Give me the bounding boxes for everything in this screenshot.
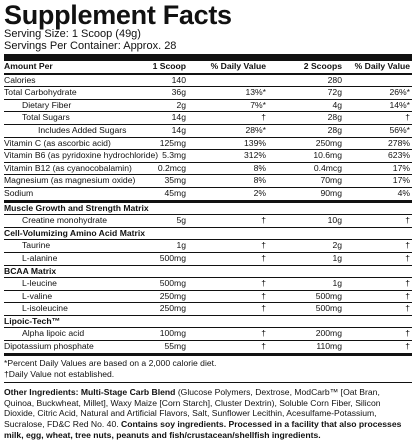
header-2-scoops: 2 Scoops [303, 61, 342, 71]
nutrient-name: Taurine [22, 240, 51, 251]
dv-2-scoops: † [405, 215, 410, 226]
nutrient-name: L-leucine [22, 278, 57, 289]
amount-1-scoop: 125mg [159, 137, 186, 148]
allergen-statement: Contains soy ingredients. Processed in a facility that also processes milk, egg, wheat, tree nuts, peanuts and fish/crustacean/shellfish ingredients. [4, 418, 402, 440]
dv-1-scoop: 28%* [245, 124, 266, 135]
amount-2-scoops: 70mg [320, 175, 342, 186]
amount-1-scoop: 250mg [159, 303, 186, 314]
amount-2-scoops: 2g [332, 240, 342, 251]
nutrient-name: Vitamin B12 (as cyanocobalamin) [4, 162, 132, 173]
ingredient-row [4, 328, 412, 341]
amount-1-scoop: 14g [171, 112, 186, 123]
footnote-dagger: †Daily Value not established. [4, 369, 115, 380]
matrix-sections [4, 203, 412, 342]
header-dv-2: % Daily Value [354, 61, 410, 71]
nutrient-name: L-valine [22, 290, 53, 301]
section-title-text: BCAA Matrix [4, 265, 57, 276]
nutrient-name: L-alanine [22, 252, 58, 263]
section-title-text: Muscle Growth and Strength Matrix [4, 202, 149, 213]
servings-per-container: Servings Per Container: Approx. 28 [4, 40, 177, 52]
amount-1-scoop: 14g [171, 124, 186, 135]
dv-1-scoop: † [261, 341, 266, 352]
amount-2-scoops: 10g [327, 215, 342, 226]
dv-1-scoop: 139% [244, 137, 266, 148]
amount-1-scoop: 0.2mcg [157, 162, 186, 173]
nutrient-row [4, 175, 412, 188]
nutrient-name: Includes Added Sugars [38, 124, 127, 135]
amount-2-scoops: 28g [327, 124, 342, 135]
ingredient-list: (Glucose Polymers, Dextrose, ModCarb™ [Oat Bran, Quinoa, Buckwheat, Millet], Waxy Maize [Corn Starch], Cluster Dextrin), Soluble Corn Fiber, Silicon Dioxide, Citric Acid, Natural and Artificial Flavors, Salt, Sunflower Lecithin, Acesulfame-Potassium, Sucralose, FD&C Red No. 40. [4, 387, 381, 429]
amount-2-scoops: 1g [332, 252, 342, 263]
header-amount-per: Amount Per [4, 61, 53, 71]
dv-1-scoop: † [261, 112, 266, 123]
header-dv-1: % Daily Value [210, 61, 266, 71]
dv-2-scoops: 17% [392, 175, 410, 186]
dv-1-scoop: 8% [253, 175, 266, 186]
dv-2-scoops: 623% [388, 150, 410, 161]
dv-2-scoops: 26%* [389, 87, 410, 98]
dv-2-scoops: † [405, 240, 410, 251]
nutrient-rows [4, 75, 412, 200]
dv-1-scoop: † [261, 328, 266, 339]
nutrient-name: Vitamin B6 (as pyridoxine hydrochloride) [4, 150, 159, 161]
other-ingredients [4, 387, 412, 440]
amount-2-scoops: 110mg [316, 341, 342, 352]
dv-1-scoop: 2% [253, 187, 266, 198]
amount-2-scoops: 1g [332, 278, 342, 289]
dv-2-scoops: † [405, 290, 410, 301]
other-label: Other Ingredients: [4, 387, 79, 398]
nutrient-row [4, 138, 412, 151]
amount-1-scoop: 100mg [159, 328, 186, 339]
nutrient-row [4, 87, 412, 100]
dv-1-scoop: 312% [244, 150, 266, 161]
amount-2-scoops: 250mg [315, 137, 342, 148]
dv-2-scoops: † [405, 252, 410, 263]
amount-1-scoop: 1g [176, 240, 186, 251]
amount-1-scoop: 5.3mg [162, 150, 186, 161]
footer-rule [4, 382, 412, 383]
nutrient-name: Total Carbohydrate [4, 87, 77, 98]
header-1-scoop: 1 Scoop [152, 61, 186, 71]
nutrient-name: Dipotassium phosphate [4, 341, 94, 352]
footnote-percent: *Percent Daily Values are based on a 2,000 calorie diet. [4, 358, 217, 369]
amount-1-scoop: 140 [171, 74, 186, 85]
ingredient-row [4, 240, 412, 253]
ingredient-row [4, 278, 412, 291]
nutrient-name: Vitamin C (as ascorbic acid) [4, 137, 111, 148]
nutrient-name: L-isoleucine [22, 303, 68, 314]
nutrient-row-dipotassium [4, 341, 412, 354]
nutrient-row [4, 75, 412, 88]
amount-1-scoop: 55mg [164, 341, 186, 352]
section-title [4, 266, 412, 279]
nutrient-name: Magnesium (as magnesium oxide) [4, 175, 136, 186]
section-title-text: Cell-Volumizing Amino Acid Matrix [4, 227, 146, 238]
dv-1-scoop: † [261, 303, 266, 314]
amount-1-scoop: 250mg [159, 290, 186, 301]
dv-1-scoop: † [261, 215, 266, 226]
dv-2-scoops: † [405, 303, 410, 314]
ingredient-row [4, 253, 412, 266]
nutrient-name: Sodium [4, 187, 34, 198]
amount-2-scoops: 0.4mcg [313, 162, 342, 173]
dv-2-scoops: 4% [397, 187, 410, 198]
dv-2-scoops: † [405, 112, 410, 123]
dv-2-scoops: 56%* [389, 124, 410, 135]
nutrient-row [4, 100, 412, 113]
dv-1-scoop: † [261, 278, 266, 289]
amount-1-scoop: 500mg [159, 278, 186, 289]
dv-1-scoop: 8% [253, 162, 266, 173]
nutrient-name: Calories [4, 74, 36, 85]
dv-1-scoop: † [261, 252, 266, 263]
amount-2-scoops: 90mg [320, 187, 342, 198]
nutrient-name: Total Sugars [22, 112, 70, 123]
dv-2-scoops: 14%* [389, 99, 410, 110]
column-header-row [4, 61, 412, 75]
section-title [4, 228, 412, 241]
dv-1-scoop: † [261, 290, 266, 301]
nutrient-row [4, 112, 412, 125]
amount-1-scoop: 45mg [164, 187, 186, 198]
amount-2-scoops: 28g [327, 112, 342, 123]
amount-2-scoops: 72g [327, 87, 342, 98]
nutrient-name: Creatine monohydrate [22, 215, 108, 226]
amount-1-scoop: 5g [176, 215, 186, 226]
supplement-facts-panel [4, 2, 412, 440]
nutrient-row [4, 188, 412, 200]
nutrient-row [4, 150, 412, 163]
blend-name: Multi-Stage Carb Blend [80, 387, 176, 398]
dv-2-scoops: † [405, 278, 410, 289]
section-title [4, 316, 412, 329]
nutrient-row [4, 125, 412, 138]
dv-1-scoop: 7%* [250, 99, 266, 110]
amount-1-scoop: 2g [176, 99, 186, 110]
dv-2-scoops: 278% [388, 137, 410, 148]
amount-2-scoops: 500mg [315, 303, 342, 314]
panel-title: Supplement Facts [4, 0, 232, 30]
ingredient-row [4, 291, 412, 304]
section-title [4, 203, 412, 216]
dv-1-scoop: 13%* [245, 87, 266, 98]
ingredient-row [4, 303, 412, 316]
ingredient-row [4, 215, 412, 228]
thick-divider [4, 54, 412, 61]
amount-2-scoops: 280 [327, 74, 342, 85]
section-title-text: Lipoic-Tech™ [4, 315, 61, 326]
dv-2-scoops: 17% [392, 162, 410, 173]
amount-2-scoops: 200mg [315, 328, 342, 339]
medium-divider-bottom [4, 354, 412, 357]
nutrient-row [4, 163, 412, 176]
nutrient-name: Dietary Fiber [22, 99, 72, 110]
amount-1-scoop: 35mg [164, 175, 186, 186]
amount-2-scoops: 10.6mg [313, 150, 342, 161]
dv-2-scoops: † [405, 341, 410, 352]
dv-1-scoop: † [261, 240, 266, 251]
amount-1-scoop: 500mg [159, 252, 186, 263]
amount-2-scoops: 4g [332, 99, 342, 110]
amount-2-scoops: 500mg [315, 290, 342, 301]
serving-size: Serving Size: 1 Scoop (49g) [4, 28, 141, 40]
dv-2-scoops: † [405, 328, 410, 339]
amount-1-scoop: 36g [171, 87, 186, 98]
nutrient-name: Alpha lipoic acid [22, 328, 85, 339]
